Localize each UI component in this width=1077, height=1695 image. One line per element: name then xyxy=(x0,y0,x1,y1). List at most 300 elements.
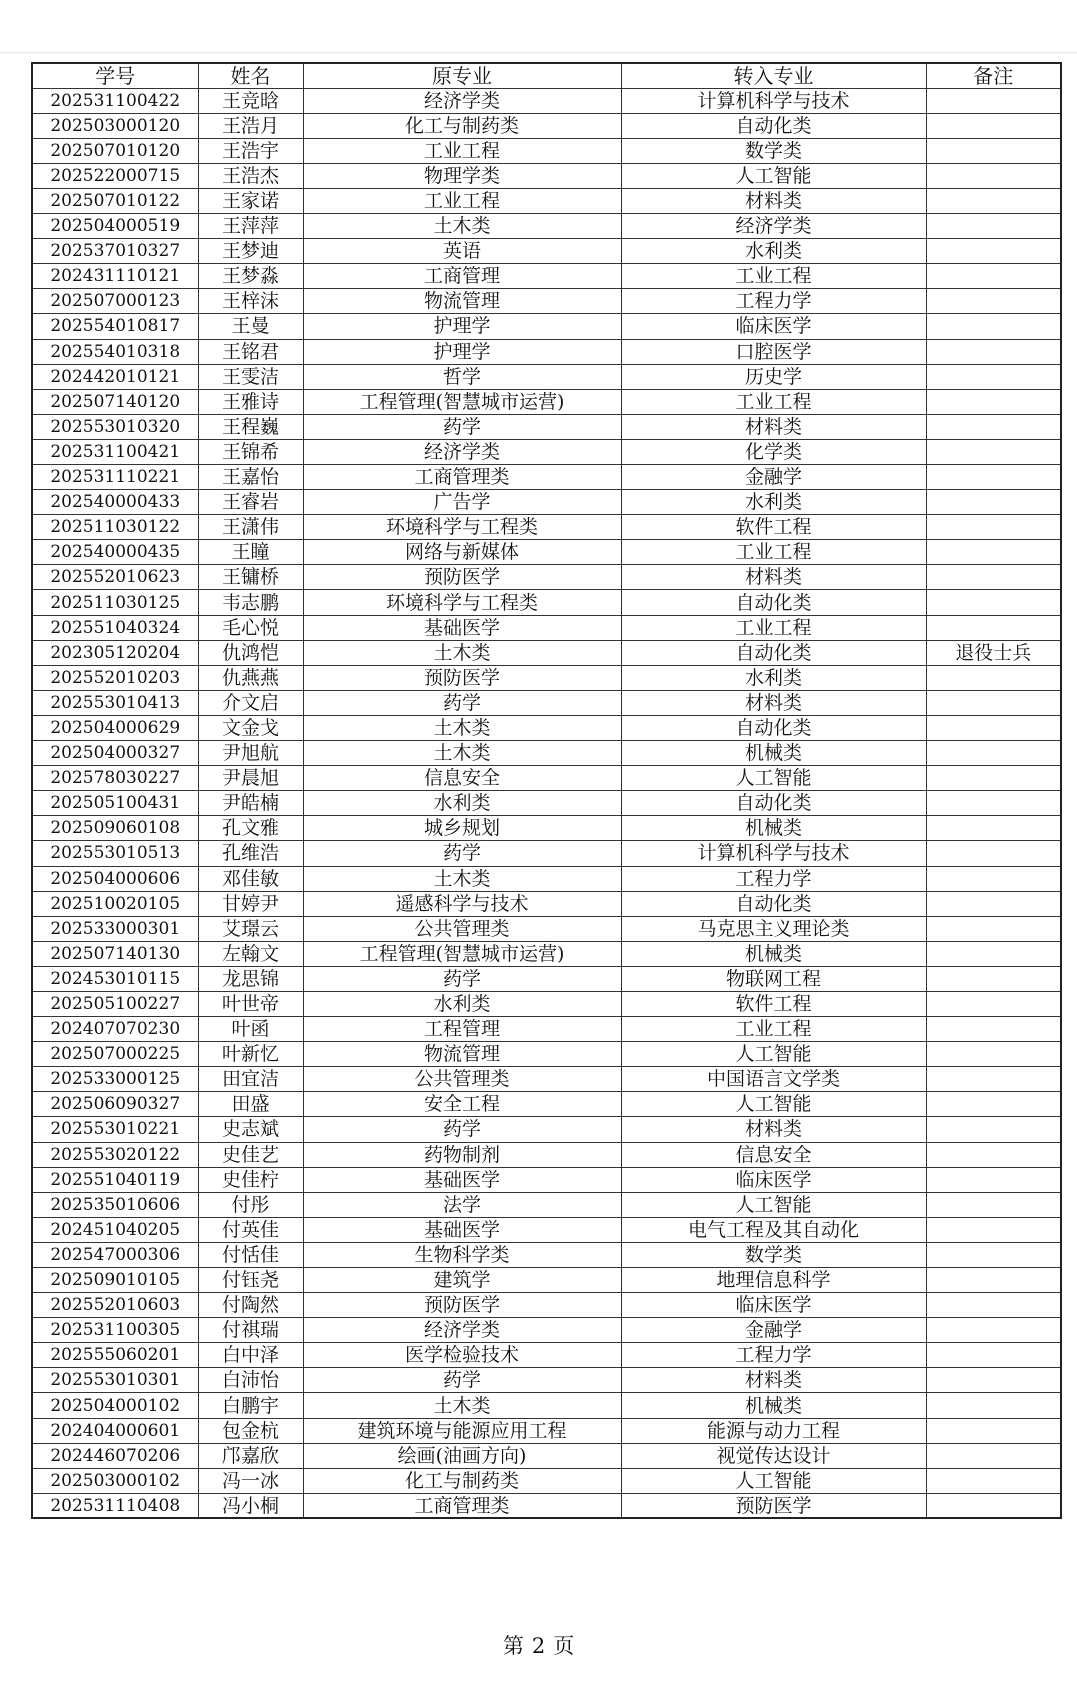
cell-remarks xyxy=(926,1242,1061,1267)
table-header-row xyxy=(32,63,1061,88)
cell-transfer-major: 机械类 xyxy=(621,816,926,841)
cell-transfer-major: 中国语言文学类 xyxy=(621,1067,926,1092)
table-row xyxy=(32,1368,1061,1393)
cell-student-id: 202531100305 xyxy=(32,1318,198,1343)
cell-transfer-major: 材料类 xyxy=(621,1368,926,1393)
cell-transfer-major: 历史学 xyxy=(621,364,926,389)
header-student-id: 学号 xyxy=(32,63,198,88)
table-row xyxy=(32,1293,1061,1318)
cell-student-id: 202555060201 xyxy=(32,1343,198,1368)
cell-student-id: 202553010320 xyxy=(32,414,198,439)
cell-student-id: 202578030227 xyxy=(32,766,198,791)
cell-student-id: 202503000120 xyxy=(32,113,198,138)
cell-original-major: 土木类 xyxy=(303,640,621,665)
table-row xyxy=(32,1067,1061,1092)
table-row xyxy=(32,866,1061,891)
cell-transfer-major: 自动化类 xyxy=(621,113,926,138)
cell-name: 田盛 xyxy=(198,1092,303,1117)
table-row xyxy=(32,439,1061,464)
table-row xyxy=(32,991,1061,1016)
cell-original-major: 工商管理 xyxy=(303,264,621,289)
table-row xyxy=(32,615,1061,640)
cell-remarks xyxy=(926,138,1061,163)
cell-transfer-major: 地理信息科学 xyxy=(621,1268,926,1293)
cell-name: 王雯洁 xyxy=(198,364,303,389)
table-row xyxy=(32,289,1061,314)
cell-remarks xyxy=(926,1443,1061,1468)
cell-remarks xyxy=(926,615,1061,640)
table-row xyxy=(32,264,1061,289)
table-row xyxy=(32,515,1061,540)
cell-transfer-major: 经济学类 xyxy=(621,214,926,239)
cell-remarks xyxy=(926,1318,1061,1343)
cell-original-major: 经济学类 xyxy=(303,88,621,113)
table-row xyxy=(32,465,1061,490)
cell-remarks xyxy=(926,163,1061,188)
table-row xyxy=(32,916,1061,941)
cell-original-major: 工业工程 xyxy=(303,188,621,213)
cell-student-id: 202533000125 xyxy=(32,1067,198,1092)
table-row xyxy=(32,565,1061,590)
header-original-major: 原专业 xyxy=(303,63,621,88)
cell-student-id: 202522000715 xyxy=(32,163,198,188)
cell-name: 王锦希 xyxy=(198,439,303,464)
cell-transfer-major: 人工智能 xyxy=(621,1468,926,1493)
cell-original-major: 经济学类 xyxy=(303,1318,621,1343)
cell-name: 王梓沫 xyxy=(198,289,303,314)
cell-name: 白中泽 xyxy=(198,1343,303,1368)
cell-remarks xyxy=(926,439,1061,464)
cell-original-major: 预防医学 xyxy=(303,665,621,690)
cell-name: 艾璟云 xyxy=(198,916,303,941)
cell-name: 付英佳 xyxy=(198,1217,303,1242)
cell-original-major: 预防医学 xyxy=(303,565,621,590)
cell-original-major: 环境科学与工程类 xyxy=(303,590,621,615)
table-row xyxy=(32,1493,1061,1518)
cell-name: 左翰文 xyxy=(198,941,303,966)
table-row xyxy=(32,891,1061,916)
cell-remarks xyxy=(926,1268,1061,1293)
cell-student-id: 202554010318 xyxy=(32,339,198,364)
page-suffix: 页 xyxy=(553,1634,575,1658)
cell-name: 王潇伟 xyxy=(198,515,303,540)
cell-remarks xyxy=(926,113,1061,138)
cell-original-major: 药学 xyxy=(303,841,621,866)
cell-student-id: 202305120204 xyxy=(32,640,198,665)
cell-remarks xyxy=(926,866,1061,891)
cell-transfer-major: 材料类 xyxy=(621,565,926,590)
table-row xyxy=(32,490,1061,515)
cell-student-id: 202504000102 xyxy=(32,1393,198,1418)
table-row xyxy=(32,88,1061,113)
cell-remarks xyxy=(926,314,1061,339)
cell-remarks xyxy=(926,791,1061,816)
cell-name: 王睿岩 xyxy=(198,490,303,515)
cell-student-id: 202507010122 xyxy=(32,188,198,213)
cell-student-id: 202552010623 xyxy=(32,565,198,590)
cell-remarks xyxy=(926,414,1061,439)
cell-remarks: 退役士兵 xyxy=(926,640,1061,665)
cell-transfer-major: 人工智能 xyxy=(621,1042,926,1067)
cell-original-major: 土木类 xyxy=(303,866,621,891)
cell-original-major: 土木类 xyxy=(303,1393,621,1418)
table-row xyxy=(32,841,1061,866)
cell-original-major: 化工与制药类 xyxy=(303,113,621,138)
cell-transfer-major: 化学类 xyxy=(621,439,926,464)
cell-original-major: 土木类 xyxy=(303,214,621,239)
cell-transfer-major: 人工智能 xyxy=(621,766,926,791)
cell-transfer-major: 材料类 xyxy=(621,188,926,213)
cell-student-id: 202504000606 xyxy=(32,866,198,891)
cell-transfer-major: 马克思主义理论类 xyxy=(621,916,926,941)
cell-original-major: 经济学类 xyxy=(303,439,621,464)
table-row xyxy=(32,314,1061,339)
table-row xyxy=(32,816,1061,841)
cell-student-id: 202531110408 xyxy=(32,1493,198,1518)
cell-student-id: 202503000102 xyxy=(32,1468,198,1493)
page-footer xyxy=(0,1630,1077,1660)
cell-original-major: 物流管理 xyxy=(303,289,621,314)
table-row xyxy=(32,791,1061,816)
cell-original-major: 信息安全 xyxy=(303,766,621,791)
cell-name: 介文启 xyxy=(198,690,303,715)
cell-name: 田宜洁 xyxy=(198,1067,303,1092)
cell-student-id: 202504000519 xyxy=(32,214,198,239)
table-row xyxy=(32,339,1061,364)
cell-remarks xyxy=(926,264,1061,289)
cell-original-major: 法学 xyxy=(303,1192,621,1217)
cell-original-major: 护理学 xyxy=(303,314,621,339)
cell-transfer-major: 工程力学 xyxy=(621,289,926,314)
cell-transfer-major: 材料类 xyxy=(621,690,926,715)
cell-student-id: 202553010221 xyxy=(32,1117,198,1142)
cell-transfer-major: 工程力学 xyxy=(621,1343,926,1368)
cell-remarks xyxy=(926,690,1061,715)
cell-original-major: 药学 xyxy=(303,690,621,715)
cell-student-id: 202504000327 xyxy=(32,741,198,766)
cell-name: 仇鸿恺 xyxy=(198,640,303,665)
table-row xyxy=(32,1318,1061,1343)
cell-remarks xyxy=(926,1067,1061,1092)
cell-student-id: 202511030125 xyxy=(32,590,198,615)
table-row xyxy=(32,389,1061,414)
table-row xyxy=(32,239,1061,264)
cell-name: 孔维浩 xyxy=(198,841,303,866)
transfer-roster-table xyxy=(31,62,1062,1519)
table-row xyxy=(32,188,1061,213)
cell-original-major: 安全工程 xyxy=(303,1092,621,1117)
cell-remarks xyxy=(926,941,1061,966)
cell-transfer-major: 软件工程 xyxy=(621,991,926,1016)
cell-original-major: 工程管理 xyxy=(303,1017,621,1042)
table-row xyxy=(32,1117,1061,1142)
cell-remarks xyxy=(926,1117,1061,1142)
cell-student-id: 202554010817 xyxy=(32,314,198,339)
page-number: 2 xyxy=(531,1634,546,1658)
top-divider xyxy=(0,52,1077,53)
cell-name: 邓佳敏 xyxy=(198,866,303,891)
header-remarks: 备注 xyxy=(926,63,1061,88)
cell-transfer-major: 人工智能 xyxy=(621,1092,926,1117)
cell-original-major: 药学 xyxy=(303,1117,621,1142)
cell-transfer-major: 自动化类 xyxy=(621,590,926,615)
cell-name: 王程巍 xyxy=(198,414,303,439)
cell-remarks xyxy=(926,389,1061,414)
cell-remarks xyxy=(926,741,1061,766)
table-row xyxy=(32,640,1061,665)
cell-original-major: 土木类 xyxy=(303,715,621,740)
cell-student-id: 202431110121 xyxy=(32,264,198,289)
cell-transfer-major: 能源与动力工程 xyxy=(621,1418,926,1443)
cell-remarks xyxy=(926,88,1061,113)
cell-remarks xyxy=(926,991,1061,1016)
cell-name: 韦志鹏 xyxy=(198,590,303,615)
cell-original-major: 环境科学与工程类 xyxy=(303,515,621,540)
table-row xyxy=(32,1042,1061,1067)
cell-original-major: 生物科学类 xyxy=(303,1242,621,1267)
cell-name: 叶世帝 xyxy=(198,991,303,1016)
cell-original-major: 物流管理 xyxy=(303,1042,621,1067)
table-row xyxy=(32,1092,1061,1117)
cell-original-major: 绘画(油画方向) xyxy=(303,1443,621,1468)
table-row xyxy=(32,414,1061,439)
cell-transfer-major: 水利类 xyxy=(621,490,926,515)
cell-student-id: 202553010413 xyxy=(32,690,198,715)
cell-transfer-major: 视觉传达设计 xyxy=(621,1443,926,1468)
cell-student-id: 202404000601 xyxy=(32,1418,198,1443)
cell-name: 毛心悦 xyxy=(198,615,303,640)
cell-original-major: 预防医学 xyxy=(303,1293,621,1318)
cell-name: 王梦淼 xyxy=(198,264,303,289)
cell-name: 王浩月 xyxy=(198,113,303,138)
cell-remarks xyxy=(926,1393,1061,1418)
cell-remarks xyxy=(926,1493,1061,1518)
cell-student-id: 202442010121 xyxy=(32,364,198,389)
cell-transfer-major: 水利类 xyxy=(621,239,926,264)
cell-transfer-major: 机械类 xyxy=(621,1393,926,1418)
cell-original-major: 物理学类 xyxy=(303,163,621,188)
cell-student-id: 202531100422 xyxy=(32,88,198,113)
cell-student-id: 202551040324 xyxy=(32,615,198,640)
cell-student-id: 202540000435 xyxy=(32,540,198,565)
cell-transfer-major: 水利类 xyxy=(621,665,926,690)
table-row xyxy=(32,1443,1061,1468)
cell-name: 文金戈 xyxy=(198,715,303,740)
cell-student-id: 202453010115 xyxy=(32,966,198,991)
table-row xyxy=(32,163,1061,188)
cell-remarks xyxy=(926,1418,1061,1443)
cell-remarks xyxy=(926,1042,1061,1067)
table-row xyxy=(32,364,1061,389)
cell-transfer-major: 自动化类 xyxy=(621,640,926,665)
cell-student-id: 202511030122 xyxy=(32,515,198,540)
header-transfer-major: 转入专业 xyxy=(621,63,926,88)
cell-name: 付恬佳 xyxy=(198,1242,303,1267)
table-row xyxy=(32,138,1061,163)
cell-student-id: 202507000123 xyxy=(32,289,198,314)
cell-remarks xyxy=(926,1468,1061,1493)
cell-remarks xyxy=(926,665,1061,690)
cell-name: 冯一冰 xyxy=(198,1468,303,1493)
header-name: 姓名 xyxy=(198,63,303,88)
cell-student-id: 202446070206 xyxy=(32,1443,198,1468)
cell-student-id: 202507140120 xyxy=(32,389,198,414)
table-row xyxy=(32,1343,1061,1368)
cell-transfer-major: 金融学 xyxy=(621,465,926,490)
cell-original-major: 医学检验技术 xyxy=(303,1343,621,1368)
cell-remarks xyxy=(926,1343,1061,1368)
table-row xyxy=(32,766,1061,791)
cell-name: 王嘉怡 xyxy=(198,465,303,490)
cell-student-id: 202531100421 xyxy=(32,439,198,464)
table-row xyxy=(32,665,1061,690)
cell-remarks xyxy=(926,1142,1061,1167)
cell-name: 王铭君 xyxy=(198,339,303,364)
table-row xyxy=(32,113,1061,138)
cell-remarks xyxy=(926,590,1061,615)
cell-original-major: 网络与新媒体 xyxy=(303,540,621,565)
cell-original-major: 化工与制药类 xyxy=(303,1468,621,1493)
cell-transfer-major: 自动化类 xyxy=(621,791,926,816)
cell-name: 付祺瑞 xyxy=(198,1318,303,1343)
cell-transfer-major: 工业工程 xyxy=(621,1017,926,1042)
cell-name: 冯小桐 xyxy=(198,1493,303,1518)
cell-name: 史志斌 xyxy=(198,1117,303,1142)
cell-transfer-major: 金融学 xyxy=(621,1318,926,1343)
cell-transfer-major: 人工智能 xyxy=(621,163,926,188)
cell-transfer-major: 计算机科学与技术 xyxy=(621,88,926,113)
cell-student-id: 202509060108 xyxy=(32,816,198,841)
cell-original-major: 基础医学 xyxy=(303,1167,621,1192)
cell-student-id: 202507000225 xyxy=(32,1042,198,1067)
table-row xyxy=(32,1268,1061,1293)
cell-name: 龙思锦 xyxy=(198,966,303,991)
cell-remarks xyxy=(926,364,1061,389)
cell-student-id: 202451040205 xyxy=(32,1217,198,1242)
table-row xyxy=(32,1242,1061,1267)
cell-original-major: 水利类 xyxy=(303,791,621,816)
cell-remarks xyxy=(926,1192,1061,1217)
cell-student-id: 202407070230 xyxy=(32,1017,198,1042)
cell-remarks xyxy=(926,565,1061,590)
table-row xyxy=(32,941,1061,966)
cell-transfer-major: 机械类 xyxy=(621,941,926,966)
cell-remarks xyxy=(926,515,1061,540)
cell-transfer-major: 数学类 xyxy=(621,1242,926,1267)
cell-original-major: 哲学 xyxy=(303,364,621,389)
cell-transfer-major: 临床医学 xyxy=(621,1293,926,1318)
cell-name: 王梦迪 xyxy=(198,239,303,264)
cell-name: 王瞳 xyxy=(198,540,303,565)
cell-transfer-major: 数学类 xyxy=(621,138,926,163)
cell-original-major: 药学 xyxy=(303,966,621,991)
cell-remarks xyxy=(926,214,1061,239)
cell-student-id: 202552010203 xyxy=(32,665,198,690)
cell-transfer-major: 自动化类 xyxy=(621,715,926,740)
cell-name: 白鹏宇 xyxy=(198,1393,303,1418)
cell-original-major: 遥感科学与技术 xyxy=(303,891,621,916)
cell-transfer-major: 人工智能 xyxy=(621,1192,926,1217)
cell-original-major: 建筑环境与能源应用工程 xyxy=(303,1418,621,1443)
table-row xyxy=(32,1192,1061,1217)
cell-student-id: 202506090327 xyxy=(32,1092,198,1117)
cell-remarks xyxy=(926,289,1061,314)
cell-name: 甘婷尹 xyxy=(198,891,303,916)
table-row xyxy=(32,1468,1061,1493)
cell-remarks xyxy=(926,891,1061,916)
cell-transfer-major: 口腔医学 xyxy=(621,339,926,364)
cell-original-major: 药学 xyxy=(303,414,621,439)
cell-name: 王曼 xyxy=(198,314,303,339)
cell-name: 白沛怡 xyxy=(198,1368,303,1393)
cell-original-major: 药学 xyxy=(303,1368,621,1393)
cell-remarks xyxy=(926,239,1061,264)
table-row xyxy=(32,690,1061,715)
cell-student-id: 202537010327 xyxy=(32,239,198,264)
cell-name: 付陶然 xyxy=(198,1293,303,1318)
cell-name: 王浩宇 xyxy=(198,138,303,163)
cell-transfer-major: 预防医学 xyxy=(621,1493,926,1518)
cell-remarks xyxy=(926,1293,1061,1318)
cell-remarks xyxy=(926,1092,1061,1117)
cell-remarks xyxy=(926,1368,1061,1393)
cell-student-id: 202540000433 xyxy=(32,490,198,515)
table-row xyxy=(32,1142,1061,1167)
cell-original-major: 水利类 xyxy=(303,991,621,1016)
cell-student-id: 202504000629 xyxy=(32,715,198,740)
cell-name: 王浩杰 xyxy=(198,163,303,188)
cell-transfer-major: 自动化类 xyxy=(621,891,926,916)
cell-remarks xyxy=(926,1017,1061,1042)
cell-name: 尹晨旭 xyxy=(198,766,303,791)
table-row xyxy=(32,715,1061,740)
cell-original-major: 公共管理类 xyxy=(303,1067,621,1092)
cell-student-id: 202505100227 xyxy=(32,991,198,1016)
cell-original-major: 广告学 xyxy=(303,490,621,515)
cell-remarks xyxy=(926,490,1061,515)
cell-name: 尹皓楠 xyxy=(198,791,303,816)
cell-remarks xyxy=(926,1217,1061,1242)
cell-student-id: 202509010105 xyxy=(32,1268,198,1293)
table-row xyxy=(32,1017,1061,1042)
table-row xyxy=(32,1418,1061,1443)
cell-remarks xyxy=(926,540,1061,565)
table-row xyxy=(32,741,1061,766)
cell-name: 王萍萍 xyxy=(198,214,303,239)
cell-transfer-major: 材料类 xyxy=(621,414,926,439)
cell-student-id: 202547000306 xyxy=(32,1242,198,1267)
table-row xyxy=(32,214,1061,239)
cell-original-major: 工商管理类 xyxy=(303,465,621,490)
cell-remarks xyxy=(926,966,1061,991)
table-row xyxy=(32,1393,1061,1418)
cell-original-major: 城乡规划 xyxy=(303,816,621,841)
table-row xyxy=(32,540,1061,565)
cell-remarks xyxy=(926,816,1061,841)
cell-original-major: 公共管理类 xyxy=(303,916,621,941)
table-row xyxy=(32,1217,1061,1242)
cell-name: 史佳柠 xyxy=(198,1167,303,1192)
cell-remarks xyxy=(926,916,1061,941)
cell-student-id: 202505100431 xyxy=(32,791,198,816)
cell-transfer-major: 临床医学 xyxy=(621,1167,926,1192)
cell-student-id: 202507010120 xyxy=(32,138,198,163)
cell-transfer-major: 信息安全 xyxy=(621,1142,926,1167)
cell-remarks xyxy=(926,339,1061,364)
cell-student-id: 202553020122 xyxy=(32,1142,198,1167)
cell-name: 付钰尧 xyxy=(198,1268,303,1293)
cell-student-id: 202553010513 xyxy=(32,841,198,866)
